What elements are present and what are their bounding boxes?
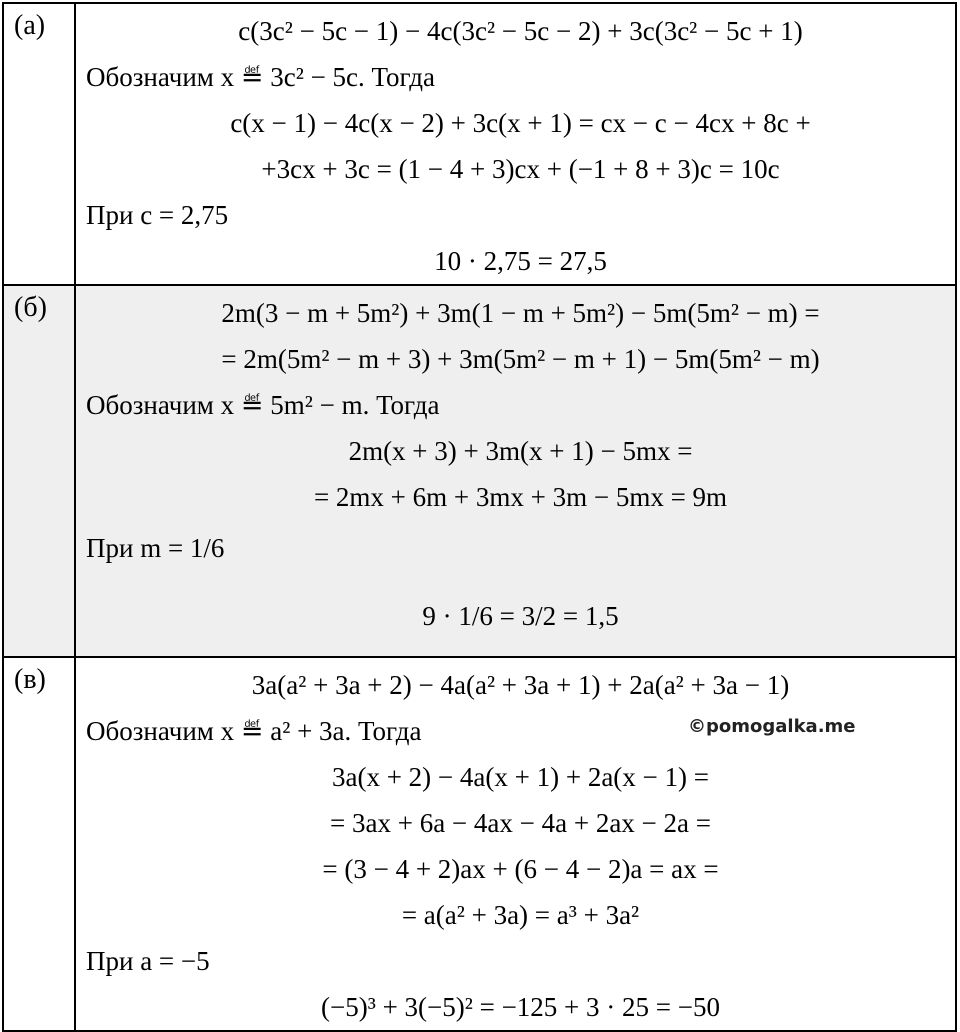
part-a-line-4: +3cx + 3c = (1 − 4 + 3)cx + (−1 + 8 + 3)c = 10c [261,154,780,184]
part-c-line-5: = (3 − 4 + 2)ax + (6 − 4 − 2)a = ax = [322,854,719,884]
part-b-line-4: 2m(x + 3) + 3m(x + 1) − 5mx = [348,436,693,466]
part-b-body [75,285,956,657]
part-a-row [3,3,956,285]
part-b-line-7: 9 · 1/6 = 3/2 = 1,5 [422,601,619,631]
part-c-line-7: При a = −5 [86,946,210,976]
part-c-row [3,657,956,1031]
part-b-line-6: При m = 1/6 [86,533,225,563]
part-c-line-3: 3a(x + 2) − 4a(x + 1) + 2a(x − 1) = [331,762,709,792]
part-c-body [75,657,956,1031]
part-a-line-1: c(3c² − 5c − 1) − 4c(3c² − 5c − 2) + 3c(3c² − 5c + 1) [238,16,803,46]
part-b-label: (б) [3,285,75,657]
part-c-label: (в) [3,657,75,1031]
part-a-label: (а) [3,3,75,285]
part-b-line-5: = 2mx + 6m + 3mx + 3m − 5mx = 9m [313,482,728,512]
part-c-line-4: = 3ax + 6a − 4ax − 4a + 2ax − 2a = [330,808,711,838]
part-c-line-1: 3a(a² + 3a + 2) − 4a(a² + 3a + 1) + 2a(a² + 3a − 1) [251,670,790,700]
part-b-line-1: 2m(3 − m + 5m²) + 3m(1 − m + 5m²) − 5m(5m² − m) = [221,298,820,328]
part-a-line-5: При c = 2,75 [86,200,229,230]
part-b-line-2: = 2m(5m² − m + 3) + 3m(5m² − m + 1) − 5m(5m² − m) [221,344,820,374]
part-a-line-6: 10 · 2,75 = 27,5 [434,246,607,276]
part-a-line-3: c(x − 1) − 4c(x − 2) + 3c(x + 1) = cx − c − 4cx + 8c + [230,108,811,138]
part-b-row [3,285,956,657]
part-c-line-8: (−5)³ + 3(−5)² = −125 + 3 · 25 = −50 [321,992,720,1022]
part-a-body [75,3,956,285]
solution-table [2,2,957,1032]
watermark-text: ©pomogalka.me [688,716,856,737]
part-c-line-6: = a(a² + 3a) = a³ + 3a² [401,900,640,930]
part-c-line-2: Обозначим x ≝ a² + 3a. Тогда [86,716,422,746]
part-b-line-3: Обозначим x ≝ 5m² − m. Тогда [86,390,440,420]
part-a-line-2: Обозначим x ≝ 3c² − 5c. Тогда [86,62,435,92]
